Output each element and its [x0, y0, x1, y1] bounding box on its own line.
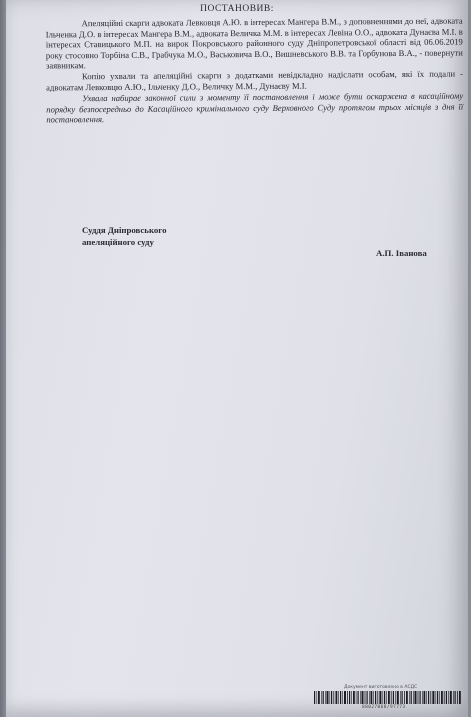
- document-page: [6, 0, 468, 717]
- paragraph-legal-force: Ухвала набирає законної сили з моменту її постановлення і може бути оскаржена в касаційному порядку безпосередньо до Касаційного кримінального суду Верховного Суду протягом трьох місяців з дня її постановлення.: [46, 90, 464, 125]
- judge-position-line2: апеляційного суду: [82, 237, 154, 247]
- barcode-block: [314, 685, 462, 713]
- paragraph-appeals-returned: Апеляційні скарги адвоката Левковця А.Ю. в інтересах Мангера В.М., з доповненнями до неї, адвоката Ільченка Д.О. в інтересах Мангера В.М., адвоката Величка М.М. в інтересах Левіна О.О., адвоката Дунаєва М.І. в інтересах Ставицького М.П. на вирок Покровського районного суду Дніпропетровської області від 06.06.2019 року стосовно Торбіна С.В., Грабчука М.О., Васьковича В.О., Вишневського В.В. та Горбунова В.А., - повернути заявникам.: [45, 15, 463, 71]
- judge-name: А.П. Іванова: [376, 248, 427, 258]
- judge-position-line1: Суддя Дніпровського: [82, 225, 167, 235]
- barcode-number: 88027068/97773: [362, 705, 406, 710]
- document-body: [46, 16, 464, 126]
- barcode-icon: [314, 691, 462, 704]
- judge-position: [82, 224, 166, 248]
- paragraph-copies-sent: Копію ухвали та апеляційні скарги з додатками невідкладно надіслати особам, які їх подали - адвокатам Левковцю А.Ю., Ільченку Д.О., Величку М.М., Дунаєву М.І.: [46, 68, 464, 93]
- document-heading: ПОСТАНОВИВ:: [200, 4, 274, 14]
- barcode-caption: Документ виготовлено в АСДС: [344, 685, 418, 690]
